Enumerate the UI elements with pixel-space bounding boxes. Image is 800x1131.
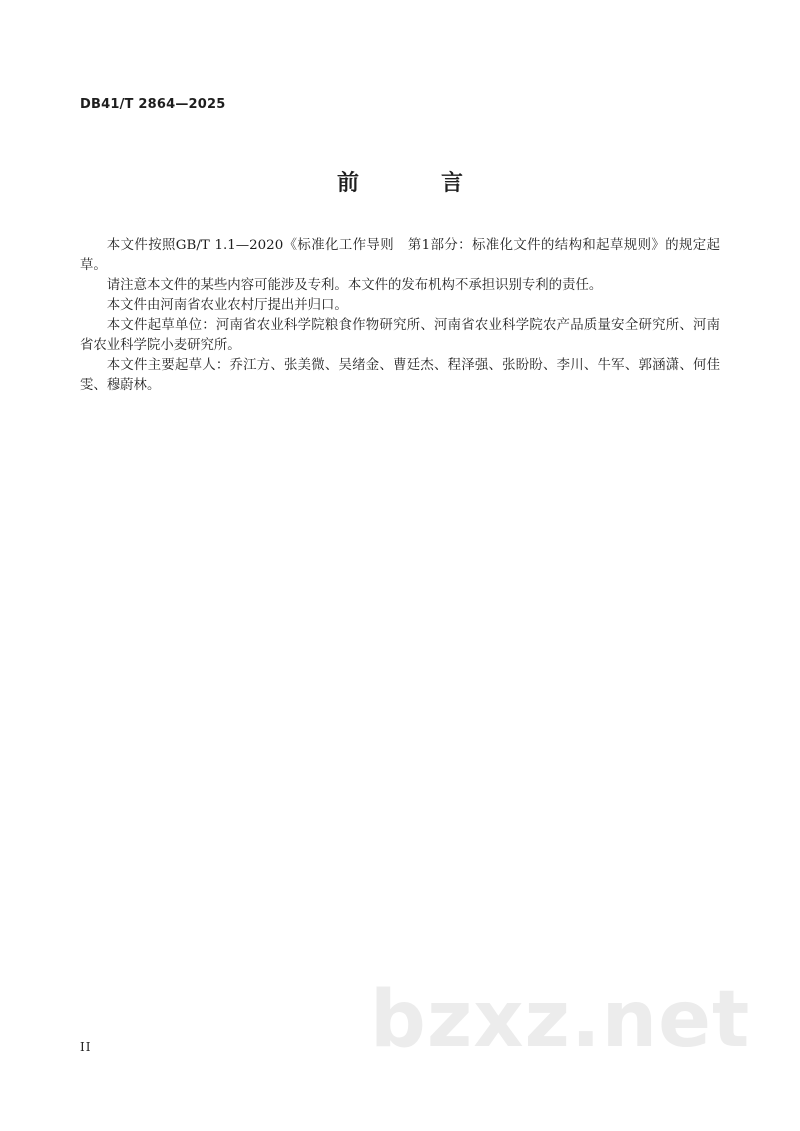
paragraph-drafting-units: 本文件起草单位：河南省农业科学院粮食作物研究所、河南省农业科学院农产品质量安全研究所、河南省农业科学院小麦研究所。 [80,318,720,353]
paragraph-patent-notice: 请注意本文件的某些内容可能涉及专利。本文件的发布机构不承担识别专利的责任。 [106,278,603,293]
paragraph-drafting-rules: 本文件按照GB/T 1.1—2020《标准化工作导则 第1部分：标准化文件的结构和起草规则》的规定起草。 [80,238,720,273]
paragraph-proposer: 本文件由河南省农业农村厅提出并归口。 [106,298,348,313]
watermark: bzxz.net [370,975,751,1065]
paragraph-drafters: 本文件主要起草人：乔江方、张美微、吴绪金、曹廷杰、程泽强、张盼盼、李川、牛军、郭涵潇、何佳雯、穆蔚林。 [80,358,720,393]
standard-code: DB41/T 2864—2025 [80,97,226,112]
page-title: 前 言 [336,171,493,196]
page-number: II [80,1040,92,1054]
foreword-body [80,236,720,396]
